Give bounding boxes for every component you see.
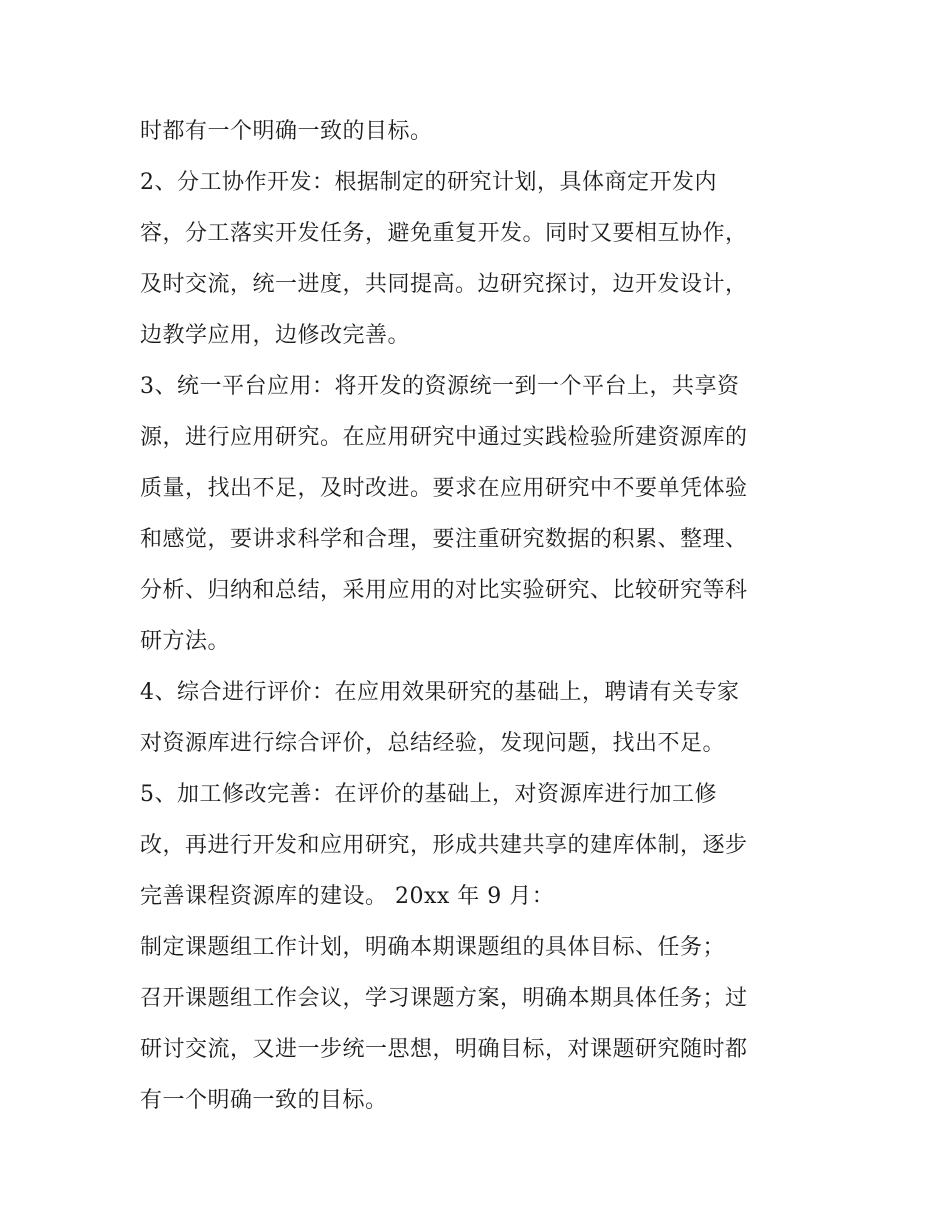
text-line: 研讨交流，又进一步统一思想，明确目标，对课题研究随时都 [140, 1037, 748, 1062]
text-line: 制定课题组工作计划，明确本期课题组的具体目标、任务； [140, 935, 726, 960]
text-line: 分析、归纳和总结，采用应用的对比实验研究、比较研究等科 [140, 578, 748, 603]
text-line: 和感觉，要讲求科学和合理，要注重研究数据的积累、整理、 [140, 527, 748, 552]
text-line: 2、分工协作开发：根据制定的研究计划，具体商定开发内 [140, 170, 717, 195]
text-line: 5、加工修改完善：在评价的基础上，对资源库进行加工修 [140, 782, 717, 807]
text-line: 质量，找出不足，及时改进。要求在应用研究中不要单凭体验 [140, 476, 748, 501]
document-body [140, 106, 830, 1126]
text-line: 源，进行应用研究。在应用研究中通过实践检验所建资源库的 [140, 425, 748, 450]
text-line: 有一个明确一致的目标。 [140, 1088, 388, 1113]
text-line: 召开课题组工作会议，学习课题方案，明确本期具体任务；过 [140, 986, 748, 1011]
text-line: 时都有一个明确一致的目标。 [140, 119, 433, 144]
text-line: 及时交流，统一进度，共同提高。边研究探讨，边开发设计， [140, 272, 748, 297]
text-line: 3、统一平台应用：将开发的资源统一到一个平台上，共享资 [140, 374, 740, 399]
text-line: 对资源库进行综合评价，总结经验，发现问题，找出不足。 [140, 731, 726, 756]
text-line: 完善课程资源库的建设。 20xx 年 9 月： [140, 884, 555, 909]
text-line: 容，分工落实开发任务，避免重复开发。同时又要相互协作， [140, 221, 748, 246]
text-line: 边教学应用，边修改完善。 [140, 323, 411, 348]
text-line: 研方法。 [140, 629, 231, 654]
text-line: 改，再进行开发和应用研究，形成共建共享的建库体制，逐步 [140, 833, 748, 858]
text-line: 4、综合进行评价：在应用效果研究的基础上，聘请有关专家 [140, 680, 740, 705]
